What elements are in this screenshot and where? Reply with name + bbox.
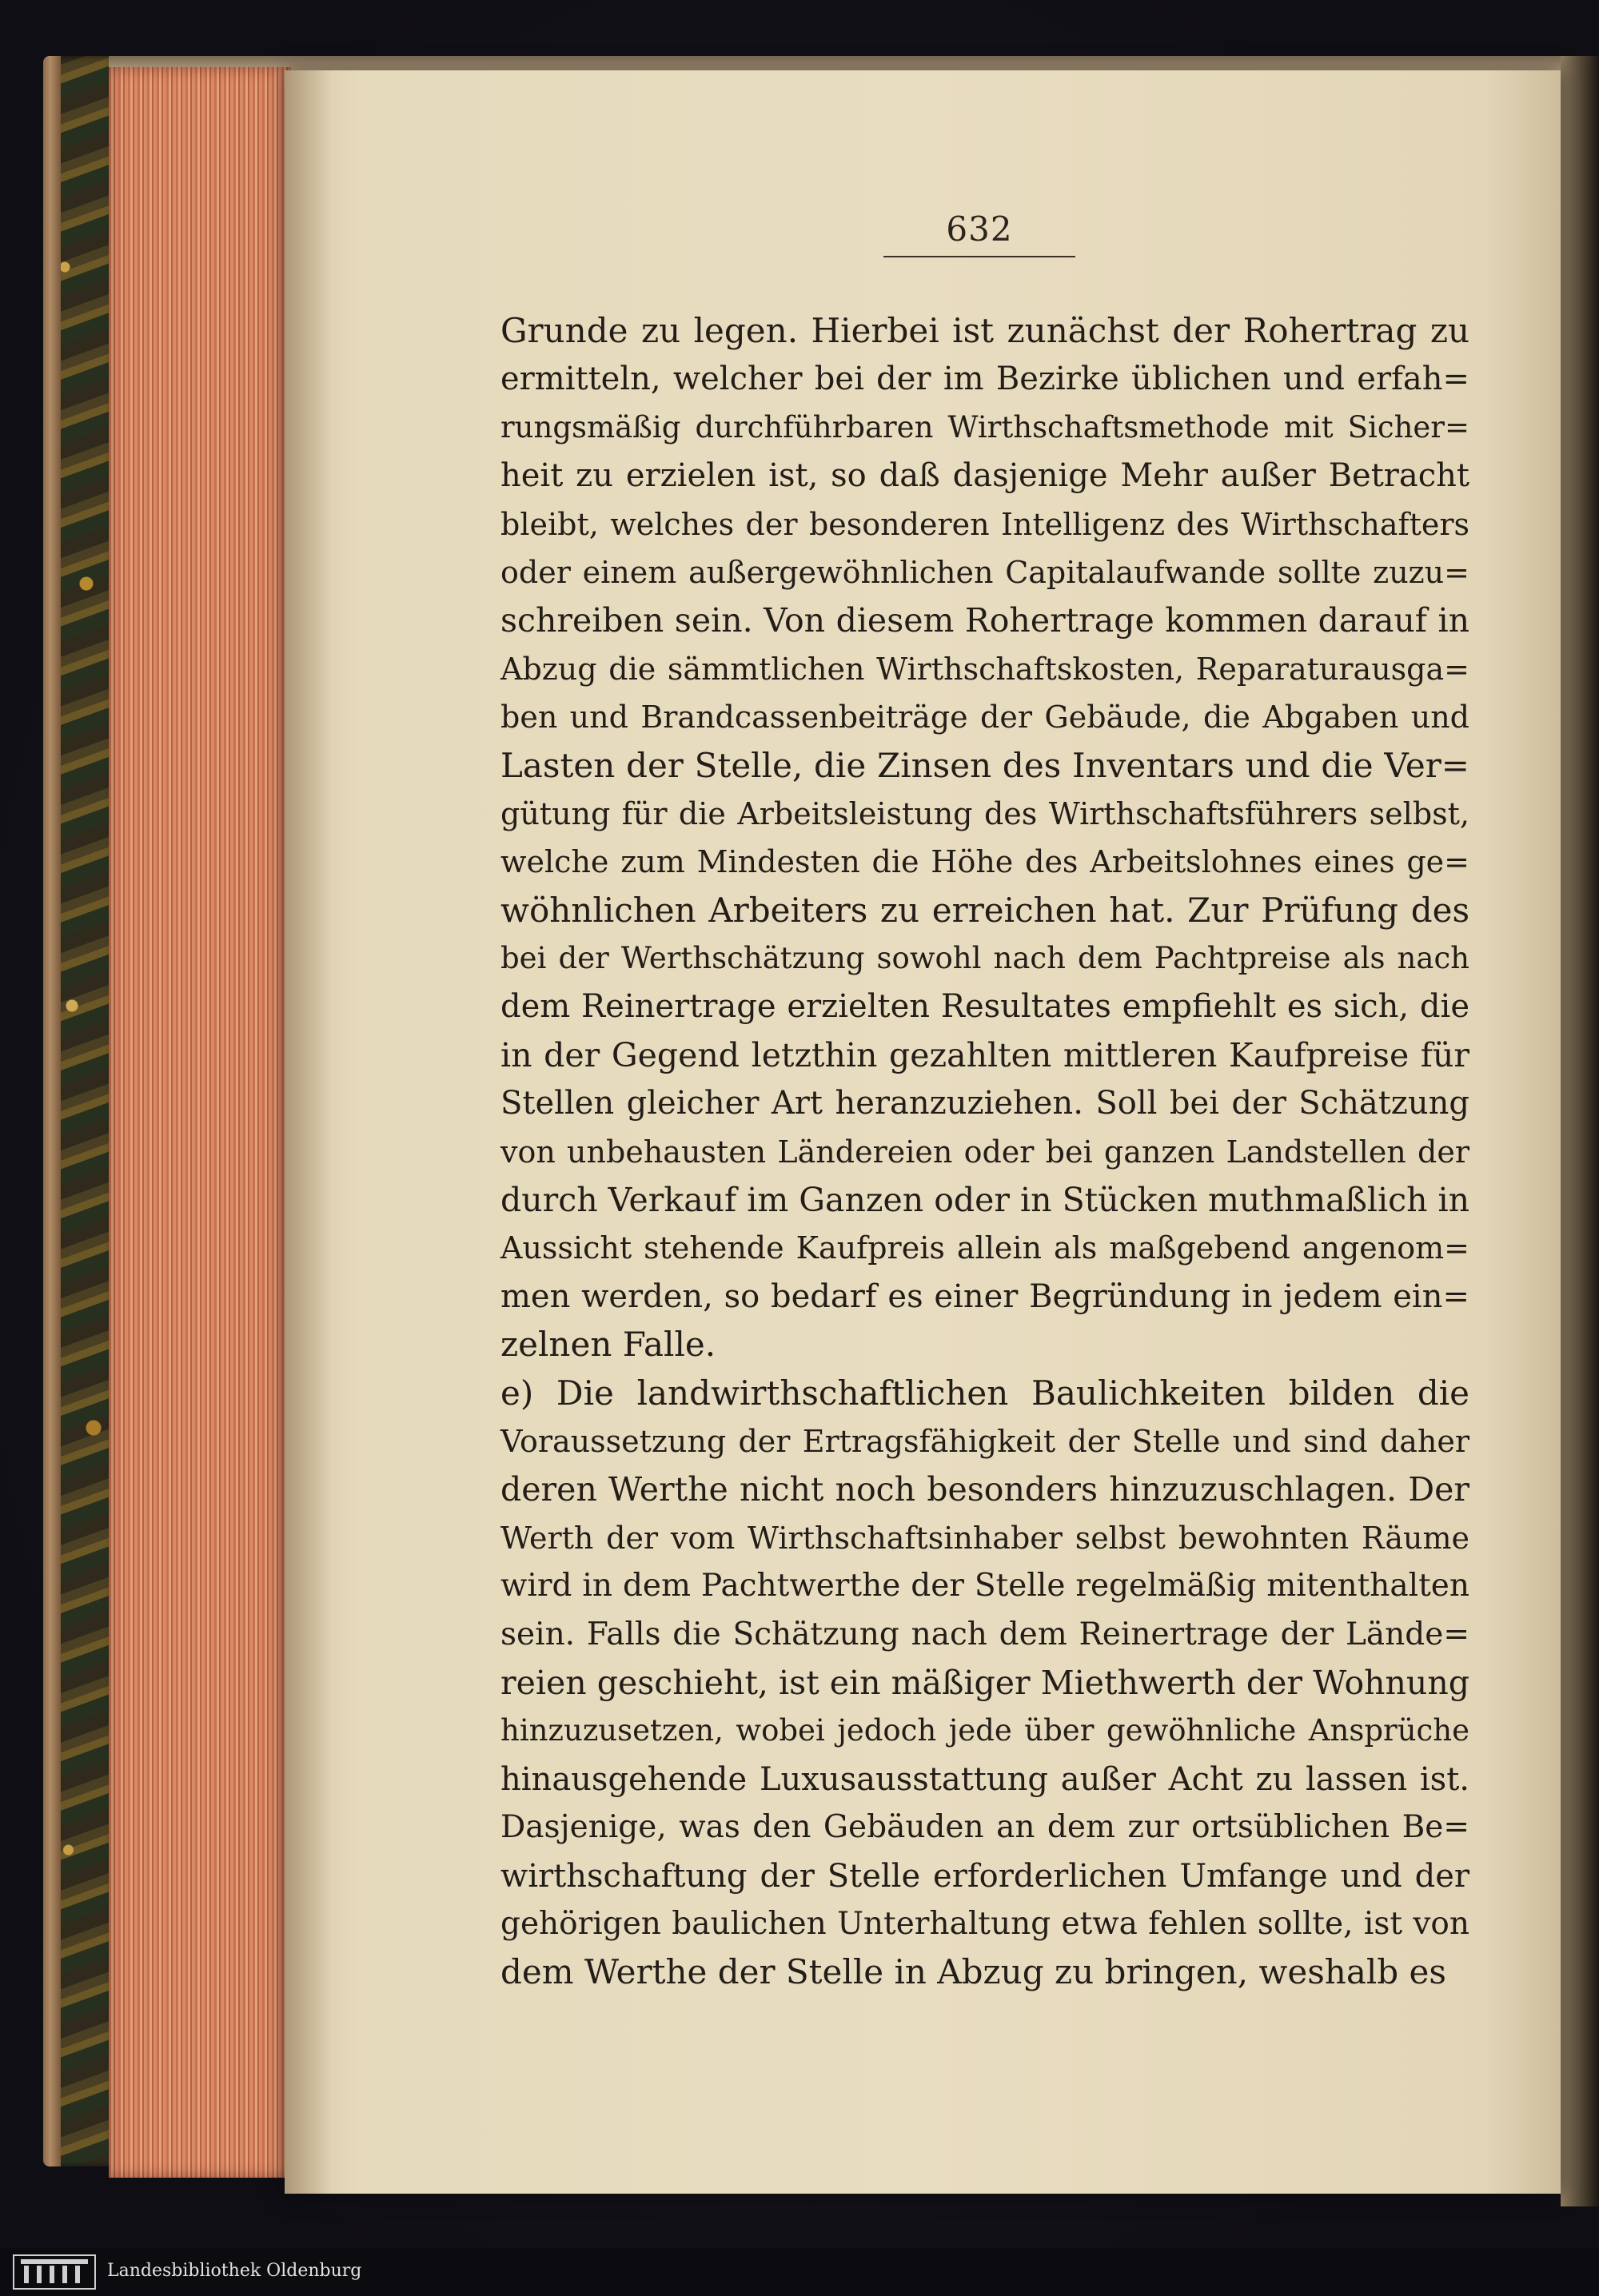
text-line: oder einem außergewöhnlichen Capitalaufwande sollte zuzu=: [500, 554, 1469, 590]
page-block-edge: [109, 67, 291, 2178]
text-line: Stellen gleicher Art heranzuziehen. Soll bei der Schätzung: [500, 1085, 1469, 1122]
text-line: men werden, so bedarf es einer Begründung in jedem ein=: [500, 1278, 1469, 1315]
page-gutter-shadow: [285, 70, 333, 2194]
text-line: bleibt, welches der besonderen Intelligenz des Wirthschafters: [500, 506, 1469, 542]
text-line: welche zum Mindesten die Höhe des Arbeitslohnes eines ge=: [500, 844, 1469, 880]
text-line: von unbehausten Ländereien oder bei ganzen Landstellen der: [500, 1134, 1469, 1170]
text-line: heit zu erzielen ist, so daß dasjenige Mehr außer Betracht: [500, 457, 1469, 495]
page-number-rule: [883, 256, 1075, 257]
text-line: in der Gegend letzthin gezahlten mittleren Kaufpreise für: [500, 1035, 1469, 1074]
text-line: ben und Brandcassenbeiträge der Gebäude, die Abgaben und: [500, 700, 1469, 735]
text-line: hinzuzusetzen, wobei jedoch jede über gewöhnliche Ansprüche: [500, 1713, 1469, 1748]
text-line: hinausgehende Luxusausstattung außer Acht zu lassen ist.: [500, 1760, 1469, 1798]
text-line: wirthschaftung der Stelle erforderlichen Umfange und der: [500, 1857, 1469, 1895]
text-line: gehörigen baulichen Unterhaltung etwa fehlen sollte, ist von: [500, 1905, 1469, 1942]
text-line: wöhnlichen Arbeiters zu erreichen hat. Zur Prüfung des: [500, 890, 1469, 930]
library-name: Landesbibliothek Oldenburg: [107, 2261, 362, 2281]
text-line: reien geschieht, ist ein mäßiger Miethwerth der Wohnung: [500, 1663, 1469, 1702]
body-text: [500, 307, 1469, 1997]
text-line: bei der Werthschätzung sowohl nach dem Pachtpreise als nach: [500, 941, 1469, 976]
cover-binding-edge: [43, 56, 61, 2166]
text-line: durch Verkauf im Ganzen oder in Stücken muthmaßlich in: [500, 1181, 1470, 1220]
text-line: Dasjenige, was den Gebäuden an dem zur ortsüblichen Be=: [500, 1809, 1469, 1846]
text-line: sein. Falls die Schätzung nach dem Reinertrage der Lände=: [500, 1616, 1469, 1652]
text-line: Abzug die sämmtlichen Wirthschaftskosten, Reparaturausga=: [500, 651, 1469, 687]
text-line: zelnen Falle.: [500, 1325, 716, 1365]
text-line: e) Die landwirthschaftlichen Baulichkeiten bilden die: [500, 1373, 1469, 1413]
text-line: Werth der vom Wirthschaftsinhaber selbst bewohnten Räume: [500, 1520, 1469, 1556]
text-line: dem Reinertrage erzielten Resultates empfiehlt es sich, die: [500, 988, 1469, 1026]
text-line: gütung für die Arbeitsleistung des Wirthschaftsführers selbst,: [500, 795, 1469, 831]
text-line: Voraussetzung der Ertragsfähigkeit der Stelle und sind daher: [500, 1423, 1469, 1459]
page-number: 632: [946, 209, 1013, 249]
text-line: Lasten der Stelle, die Zinsen des Inventars und die Ver=: [500, 745, 1469, 785]
text-line: wird in dem Pachtwerthe der Stelle regelmäßig mitenthalten: [500, 1568, 1469, 1604]
text-line: Grunde zu legen. Hierbei ist zunächst der Rohertrag zu: [500, 311, 1469, 350]
text-line: Aussicht stehende Kaufpreis allein als maßgebend angenom=: [500, 1230, 1469, 1266]
text-line: ermitteln, welcher bei der im Bezirke üblichen und erfah=: [500, 361, 1469, 398]
text-line: dem Werthe der Stelle in Abzug zu bringen, weshalb es: [500, 1952, 1446, 1992]
text-line: schreiben sein. Von diesem Rohertrage kommen darauf in: [500, 601, 1469, 640]
text-line: deren Werthe nicht noch besonders hinzuzuschlagen. Der: [500, 1470, 1469, 1509]
library-building-icon: [13, 2254, 96, 2290]
right-page-gutter: [1561, 56, 1599, 2206]
text-line: rungsmäßig durchführbaren Wirthschaftsmethode mit Sicher=: [500, 409, 1469, 444]
